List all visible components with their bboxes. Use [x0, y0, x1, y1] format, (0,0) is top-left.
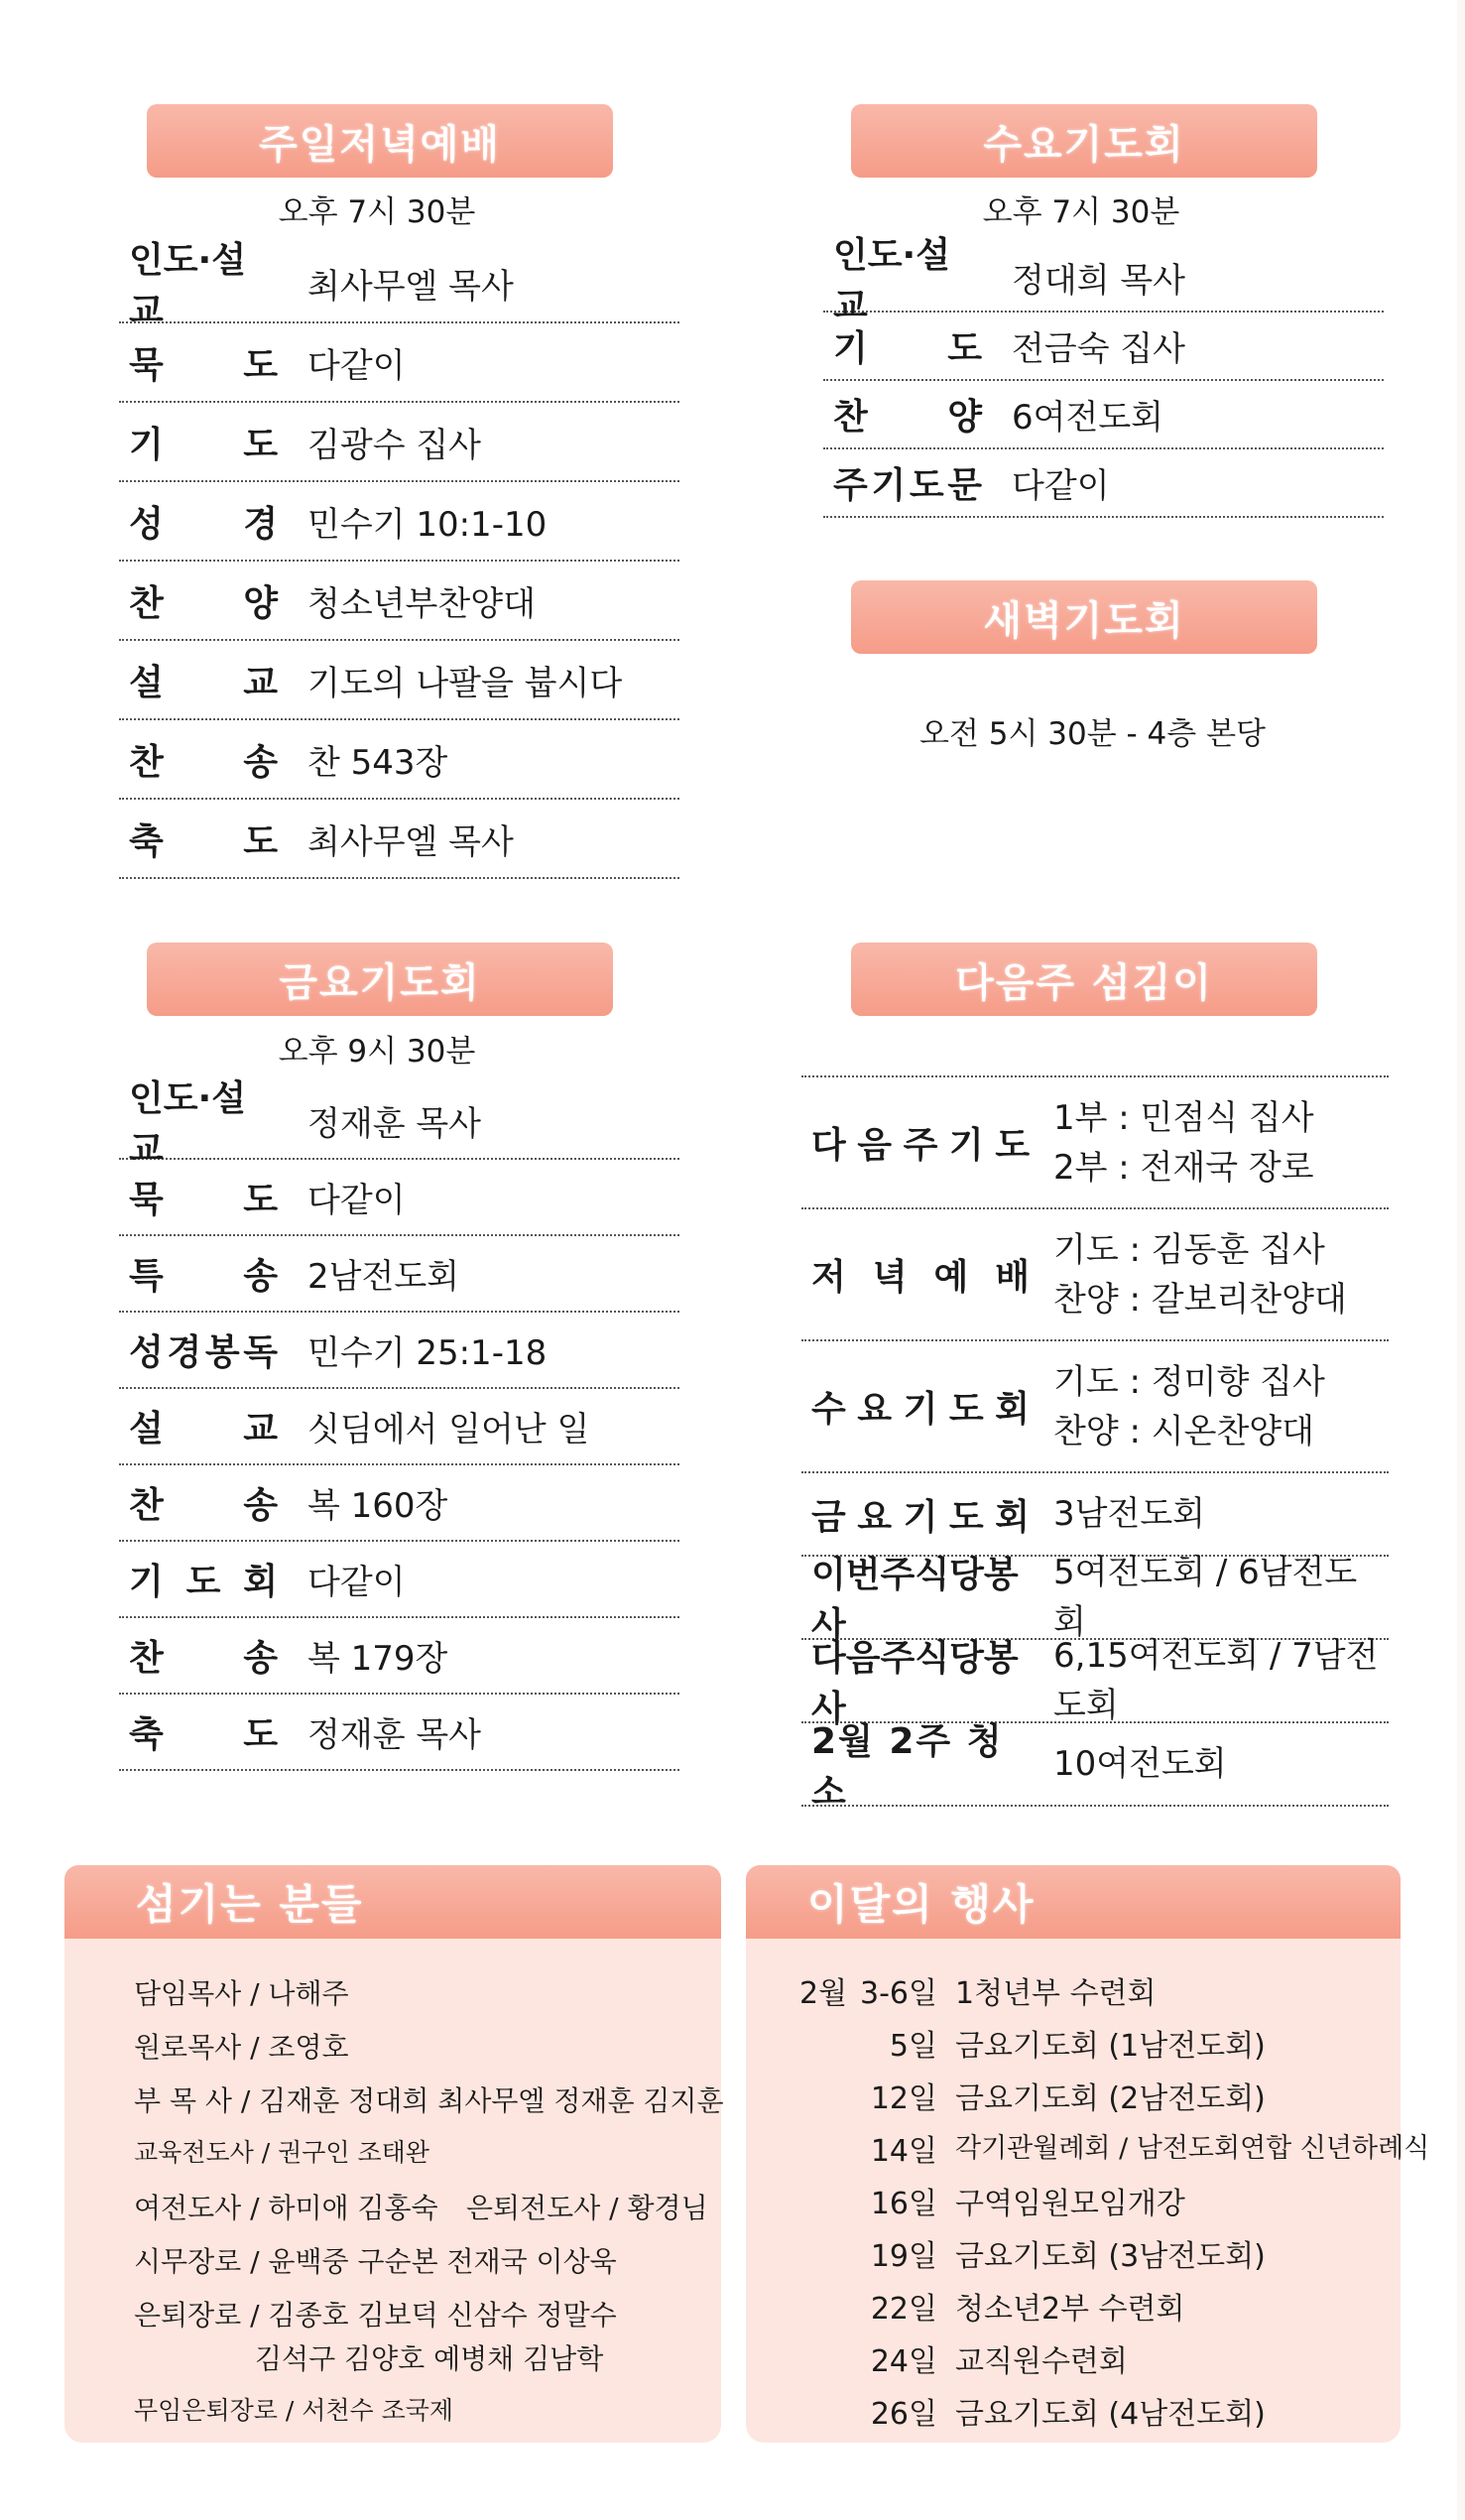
events-title: 이달의 행사	[746, 1865, 1401, 1939]
wednesday-label: 주 기 도 문	[833, 465, 982, 506]
next-week-value-line: 찬양 : 시온찬양대	[1053, 1411, 1314, 1451]
friday-value: 복 160장	[307, 1486, 448, 1526]
sunday-evening-label: 기 도	[129, 424, 278, 465]
sunday-evening-row	[119, 720, 679, 800]
next-week-row	[801, 1077, 1389, 1209]
sunday-evening-value: 김광수 집사	[307, 425, 482, 465]
sunday-evening-row	[119, 323, 679, 403]
event-text: 구역임원모임개강	[955, 2187, 1185, 2221]
next-week-value-line: 찬양 : 갈보리찬양대	[1053, 1279, 1347, 1320]
sunday-evening-value: 청소년부찬양대	[307, 583, 536, 624]
next-week-row	[801, 1636, 1389, 1729]
next-week-value-line: 기도 : 김동훈 집사	[1053, 1229, 1325, 1270]
next-week-value	[1053, 1225, 1347, 1324]
friday-value: 정재훈 목사	[307, 1715, 482, 1755]
friday-value: 2남전도회	[307, 1257, 460, 1297]
wednesday-value: 다같이	[1012, 466, 1110, 506]
event-item	[799, 2021, 1266, 2065]
event-item	[799, 2231, 1266, 2275]
staff-entry: 무임은퇴장로 / 서천수 조국제	[134, 2396, 454, 2425]
event-item	[799, 2126, 1429, 2170]
event-month	[799, 2126, 853, 2170]
sunday-evening-title: 주일저녁예배	[147, 104, 613, 178]
friday-label: 찬 송	[129, 1485, 278, 1526]
event-item	[799, 2179, 1185, 2222]
staff-entry: 원로목사 / 조영호	[134, 2031, 349, 2064]
friday-row	[119, 1236, 679, 1313]
sunday-evening-row	[119, 800, 679, 879]
sunday-evening-value: 기도의 나팔을 붑시다	[307, 663, 623, 703]
event-text: 교직원수련회	[955, 2344, 1128, 2379]
next-week-label: 금 요 기 도 회	[811, 1496, 1030, 1538]
event-day: 22일	[870, 2292, 937, 2327]
sunday-evening-label: 성 경	[129, 503, 278, 545]
next-week-label: 저 녁 예 배	[811, 1257, 1030, 1298]
friday-value: 정재훈 목사	[307, 1104, 482, 1144]
dawn-time: 오전 5시 30분 - 4층 본당	[919, 716, 1266, 752]
sunday-evening-row	[119, 641, 679, 720]
next-week-row	[801, 1341, 1389, 1473]
page-edge	[1457, 0, 1465, 2520]
event-item	[799, 2389, 1266, 2433]
sunday-evening-value: 최사무엘 목사	[307, 821, 514, 862]
next-week-label: 2월 2주 청 소	[811, 1721, 1004, 1813]
next-week-label: 다음주식당봉사	[811, 1638, 1019, 1729]
event-item	[799, 2336, 1128, 2380]
sunday-evening-label: 묵 도	[129, 344, 278, 386]
friday-label: 인도·설교	[129, 1077, 247, 1170]
wednesday-row	[823, 313, 1384, 381]
sunday-evening-value: 다같이	[307, 345, 406, 386]
friday-value: 싯딤에서 일어난 일	[307, 1410, 590, 1449]
staff-box	[64, 1865, 724, 2443]
event-month: 2월	[799, 1976, 848, 2011]
sunday-evening-label: 인도·설교	[129, 240, 247, 331]
sunday-evening-row	[119, 403, 679, 482]
event-item	[799, 2284, 1184, 2328]
event-month	[799, 2021, 853, 2065]
next-week-row	[801, 1473, 1389, 1557]
friday-row	[119, 1465, 679, 1542]
next-week-title: 다음주 섬김이	[851, 943, 1317, 1016]
wednesday-value: 6여전도회	[1012, 398, 1164, 438]
sunday-evening-label: 찬 양	[129, 582, 278, 624]
wednesday-label: 기 도	[833, 328, 982, 369]
wednesday-label: 인도·설교	[833, 234, 951, 326]
staff-entry: 은퇴전도사 / 황경님	[466, 2192, 708, 2224]
staff-entry: 교육전도사 / 권구인 조태완	[134, 2138, 429, 2167]
event-day: 14일	[870, 2134, 937, 2169]
next-week-label: 수 요 기 도 회	[811, 1389, 1030, 1430]
sunday-evening-value: 최사무엘 목사	[307, 266, 514, 307]
event-day: 16일	[870, 2187, 937, 2221]
friday-value: 민수기 25:1-18	[307, 1333, 548, 1373]
friday-row	[119, 1695, 679, 1771]
event-day: 5일	[889, 2029, 937, 2064]
next-week-value	[1053, 1093, 1314, 1193]
sunday-evening-label: 축 도	[129, 820, 278, 862]
sunday-evening-row	[119, 562, 679, 641]
next-week-value-line: 5여전도회 / 6남전도회	[1053, 1553, 1358, 1642]
next-week-value-line: 기도 : 정미향 집사	[1053, 1361, 1325, 1402]
staff-entry: 김석구 김양호 예병채 김남학	[255, 2342, 604, 2375]
wednesday-value: 전금숙 집사	[1012, 329, 1186, 369]
event-month	[799, 2179, 853, 2222]
sunday-evening-row	[119, 482, 679, 562]
sunday-evening-label: 찬 송	[129, 741, 278, 783]
wednesday-value: 정대희 목사	[1012, 261, 1186, 301]
friday-title: 금요기도회	[147, 943, 613, 1016]
next-week-row	[801, 1553, 1389, 1646]
event-text: 금요기도회 (2남전도회)	[955, 2081, 1266, 2116]
next-week-value	[1053, 1631, 1389, 1730]
wednesday-row	[823, 449, 1384, 518]
sunday-evening-row	[119, 240, 679, 331]
event-day: 19일	[870, 2239, 937, 2274]
events-box	[746, 1865, 1430, 2443]
event-text: 금요기도회 (3남전도회)	[955, 2239, 1266, 2274]
next-week-value	[1053, 1739, 1227, 1789]
staff-entry: 여전도사 / 하미애 김홍숙	[134, 2192, 438, 2224]
staff-entry: 은퇴장로 / 김종호 김보덕 신삼수 정말수	[134, 2299, 617, 2331]
friday-label: 찬 송	[129, 1638, 278, 1679]
sunday-evening-value: 민수기 10:1-10	[307, 504, 548, 545]
next-week-value	[1053, 1357, 1325, 1456]
event-text: 1청년부 수련회	[955, 1976, 1157, 2011]
friday-row	[119, 1160, 679, 1236]
next-week-value-line: 1부 : 민점식 집사	[1053, 1097, 1314, 1138]
sunday-evening-time: 오후 7시 30분	[278, 194, 476, 230]
wednesday-title: 수요기도회	[851, 104, 1317, 178]
event-text: 금요기도회 (4남전도회)	[955, 2397, 1266, 2432]
sunday-evening-label: 설 교	[129, 662, 278, 703]
dawn-title: 새벽기도회	[851, 580, 1317, 654]
staff-entry: 부 목 사 / 김재훈 정대희 최사무엘 정재훈 김지훈	[134, 2084, 724, 2117]
event-month	[799, 2284, 853, 2328]
event-item	[799, 1968, 1157, 2012]
friday-label: 축 도	[129, 1714, 278, 1755]
event-text: 금요기도회 (1남전도회)	[955, 2029, 1266, 2064]
event-item	[799, 2074, 1266, 2117]
staff-entry: 시무장로 / 윤백중 구순본 전재국 이상욱	[134, 2245, 617, 2278]
event-month	[799, 2336, 853, 2380]
next-week-value-line: 10여전도회	[1053, 1744, 1227, 1784]
friday-row	[119, 1077, 679, 1170]
next-week-label: 다 음 주 기 도	[811, 1125, 1030, 1166]
friday-value: 다같이	[307, 1563, 406, 1602]
event-month	[799, 2074, 853, 2117]
event-day: 12일	[870, 2081, 937, 2116]
event-text: 각기관월례회 / 남전도회연합 신년하례식	[955, 2133, 1430, 2164]
friday-label: 설 교	[129, 1409, 278, 1449]
friday-time: 오후 9시 30분	[278, 1034, 476, 1070]
event-day: 26일	[870, 2397, 937, 2432]
sunday-evening-value: 찬 543장	[307, 742, 448, 783]
friday-label: 묵 도	[129, 1180, 278, 1220]
friday-row	[119, 1389, 679, 1465]
next-week-label: 이번주식당봉사	[811, 1555, 1019, 1646]
next-week-value-line: 6,15여전도회 / 7남전도회	[1053, 1636, 1379, 1725]
next-week-value-line: 2부 : 전재국 장로	[1053, 1147, 1314, 1188]
friday-row	[119, 1542, 679, 1618]
friday-label: 기 도 회	[129, 1562, 278, 1602]
event-day: 3-6일	[860, 1976, 937, 2011]
friday-label: 특 송	[129, 1256, 278, 1297]
staff-entry: 담임목사 / 나해주	[134, 1977, 349, 2010]
next-week-value-line: 3남전도회	[1053, 1494, 1206, 1534]
friday-row	[119, 1313, 679, 1389]
next-week-value	[1053, 1489, 1205, 1539]
event-month	[799, 2389, 853, 2433]
staff-title: 섬기는 분들	[64, 1865, 721, 1939]
wednesday-row	[823, 234, 1384, 326]
event-month	[799, 2231, 853, 2275]
wednesday-time: 오후 7시 30분	[982, 194, 1180, 230]
friday-value: 다같이	[307, 1181, 406, 1220]
event-text: 청소년2부 수련회	[955, 2292, 1185, 2327]
friday-row	[119, 1618, 679, 1695]
event-day: 24일	[870, 2344, 937, 2379]
friday-label: 성 경 봉 독	[129, 1332, 278, 1373]
friday-value: 복 179장	[307, 1639, 448, 1679]
wednesday-label: 찬 양	[833, 397, 982, 438]
next-week-row	[801, 1721, 1389, 1813]
next-week-row	[801, 1209, 1389, 1341]
wednesday-row	[823, 381, 1384, 449]
